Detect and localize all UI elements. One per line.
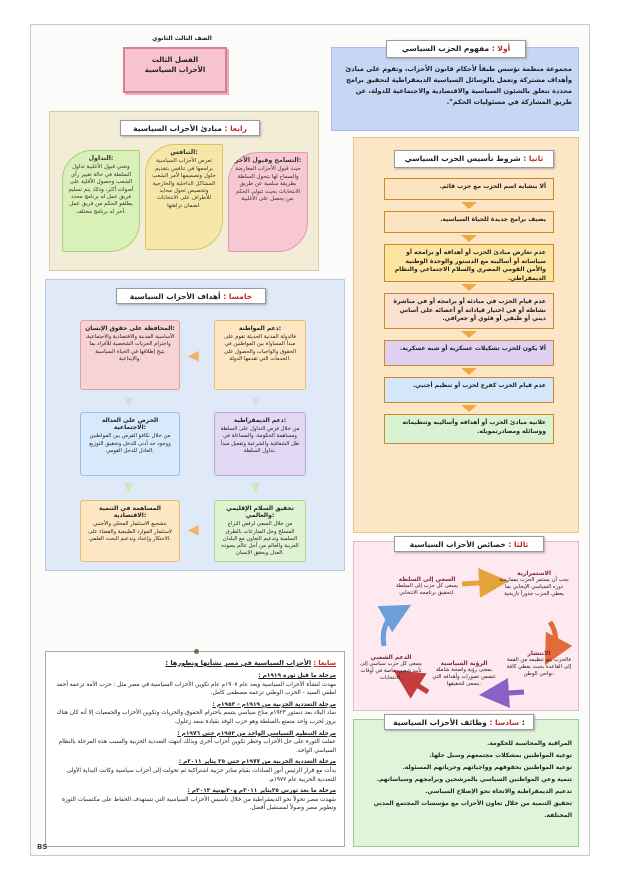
trait-spread	[506, 650, 572, 678]
down-arrow-icon: ▼	[251, 394, 261, 408]
trait-text: يجب أن يستمر الحزب بممارسة دوره السياسي الإيجابي بما يعطي الحزب جذوراً تاريخية	[499, 577, 569, 597]
trait-text: بمعنى رؤية واضحة شاملة تتضمن تصورات وأهدافه التي يسعى لتحقيقها.	[432, 667, 496, 687]
history-timeline	[46, 672, 344, 813]
section-title: شروط تأسيس الحزب السياسي	[404, 154, 521, 163]
cycle-arrow	[383, 612, 398, 646]
condition-step: ألا يتشابه اسم الحزب مع حزب قائم.	[384, 178, 554, 200]
section-number: رابعا :	[224, 124, 247, 133]
condition-step: عدم تعارض مبادئ الحزب أو أهدافه أو برامجه أو سياساته أو أساليبه مع الدستور والوحدة الوطنية والأمن القومي المصري والسلام الاجتماعي والنظام الديمقراطي.	[384, 244, 554, 282]
leaf-text: حيث قبول الأحزاب المعارضة والسماح لها بتحول السلطة بطريقة سلمية عن طريق الانتخابات بحيث تتولى الحكم من يحصل على الأغلبية.	[235, 166, 301, 203]
cycle-arrow	[462, 582, 494, 584]
left-arrow-icon: ◀	[188, 348, 199, 364]
trait-title: الدعم الشعبي	[370, 654, 412, 661]
function-item: المراقبة والمحاسبة للحكومة.	[487, 740, 572, 747]
trait-seek-power	[394, 576, 460, 597]
goal-democracy	[214, 412, 306, 476]
goal-text: من خلال تكافؤ الفرص بين المواطنين ووجود حد أدنى للدخل وتحقيق التوزيع العادل للدخل القومي.	[89, 433, 171, 454]
down-arrow-icon	[461, 235, 477, 242]
function-item: توعية المواطنين بحقوقهم وواجباتهم وحرياتهم المسئولة.	[402, 764, 572, 771]
section-number: سابعا :	[313, 659, 336, 667]
condition-step: ألا يكون للحزب تشكيلات عسكرية أو شبه عسكرية.	[384, 340, 554, 366]
page-mark: BS	[37, 843, 48, 851]
goal-text: فالدولة المدنية الحديثة تقوم على مبدأ المساواة بين المواطنين في الحقوق والواجبات والحصول على الخدمات التي تقدمها الدولة.	[224, 334, 296, 362]
down-arrow-icon: ▼	[124, 394, 134, 408]
section-number: ثانيا :	[523, 154, 544, 163]
principles-title	[120, 120, 260, 136]
function-item: تحقيق التنمية من خلال تعاون الأحزاب مع مؤسسات المجتمع المدني المختلفة.	[373, 800, 572, 819]
history-stage-heading: مرحلة ما قبل ثورة ١٩١٩م :	[258, 673, 336, 679]
principle-leaf-rotation	[62, 150, 140, 252]
traits-section	[353, 541, 579, 711]
trait-text: فالحزب يتم تنظيمه من القمة إلى القاعدة بحيث يغطي كافة نواحي الوطن.	[506, 657, 572, 677]
chapter-title: الأحزاب السياسية	[144, 66, 206, 74]
down-arrow-icon: ▼	[251, 480, 261, 494]
history-stage-text: شهدت مصر تحولاً نحو الديمقراطية من خلال تأسيس الأحزاب السياسية التي تستهدف الحفاظ على مكتسبات الثورة وتطوير مصر وصولاً لمستقبل أفضل.	[61, 796, 336, 812]
history-stage-heading: مرحلة التنظيم السياسي الواحد من ١٩٥٣م حتى ١٩٧٦م :	[177, 730, 336, 737]
principles-section	[49, 111, 319, 271]
history-section	[45, 651, 345, 847]
history-stage-heading: مرحلة التعددية الحزبية من ١٩٧٧م حتى ٢٥ يناير ٢٠١١م :	[178, 759, 336, 766]
conditions-title	[394, 150, 554, 168]
trait-political-vision	[432, 660, 496, 688]
down-arrow-icon	[461, 405, 477, 412]
concept-section	[331, 44, 579, 131]
goal-text: بتشجيع الاستثمار المحلي والأجنبي لاستثمار الموارد الطبيعية والقضاء على الاحتكار وإعداد وتدعيم البحث العلمي.	[88, 521, 172, 542]
concept-text: مجموعة منظمة تؤسس طبقاً لأحكام قانون الأحزاب، وتقوم على مبادئ وأهداف مشتركة وتعمل بالوسائل السياسية الديمقراطية لتحقيق برامج محددة تتعلق بالشئون السياسية والاقتصادية والاجتماعية للدولة، عن طريق المشاركة في مسئوليات الحكم".	[345, 65, 572, 106]
trait-title: السعي إلى السلطة	[398, 576, 456, 583]
section-title: مفهوم الحزب السياسي	[401, 44, 490, 53]
condition-step: يضيف برامج جديدة للحياة السياسية.	[384, 211, 554, 233]
grade-label: الصف الثالث الثانوي	[152, 35, 212, 42]
principle-leaf-tolerance	[228, 152, 308, 252]
goal-text: الأساسية المدنية والاقتصادية والاجتماعية، واحترام الحريات الشخصية للأفراد بما يتيح إطلاقها في الحياة السياسية والإبداعية.	[85, 334, 175, 362]
section-title: وظائف الأحزاب السياسية :	[393, 718, 525, 727]
history-title	[46, 652, 344, 669]
trait-continuity	[498, 570, 570, 598]
trait-title: الانتشار	[527, 650, 551, 657]
function-item: توعية المواطنين بمشكلات مجتمعهم وسبل حلها.	[429, 752, 572, 759]
section-number: خامسا :	[223, 292, 253, 301]
function-item: تنمية وعي المواطنين السياسي بالمرشحين وبرامجهم وسياساتهم.	[376, 776, 572, 783]
goal-title: دعم الديمقراطية:	[233, 417, 287, 424]
goal-title: المحافظة على حقوق الإنسان:	[85, 325, 175, 332]
goal-peace	[214, 500, 306, 562]
condition-step: عدم قيام الحزب في مبادئه أو برامجه أو في مباشرة نشاطه أو في اختيار قياداته أو أعضائه على أساس ديني أو طبقي أو فئوي أو جغرافي.	[384, 293, 554, 329]
history-stage-text: مهدت لنشأة الأحزاب السياسية ويعد عام ١٩٠٧م عام تكوين الأحزاب السياسية في مصر مثل : حزب الأمة تزعمه أحمد لطفي السيد - الحزب الوطني تزعمه مصطفى كامل.	[56, 681, 336, 697]
goal-title: الحرص على العدالة الاجتماعية:	[101, 417, 159, 432]
worksheet-page	[30, 24, 590, 856]
left-arrow-icon: ◀	[188, 522, 199, 538]
cycle-arrow	[550, 622, 556, 652]
section-number: سادسا :	[489, 718, 520, 727]
history-stage-text: بدأت مع قرار الرئيس أنور السادات بقيام منابر حزبية اشتراكية ثم تحولت إلى أحزاب سياسية وكانت البداية الأولى للتعددية الحزبية عام ١٩٧٧م.	[66, 767, 336, 783]
down-arrow-icon: ▼	[124, 480, 134, 494]
principle-leaf-competition	[145, 144, 223, 250]
goal-title: تحقيق السلام الإقليمي والعالمي:	[226, 505, 294, 520]
goal-text: من خلال فرص التداول على السلطة ومساهمة الحكومة، والمساءلة في ظل الشفافية والشرعية وتفعيل مبدأ تداول السلطة.	[220, 426, 300, 454]
condition-step: علانية مبادئ الحزب أو أهدافه وأساليبه وتنظيماته ووسائله ومصادرتمويله.	[384, 414, 554, 444]
leaf-title: التسامح وقبول الآخر:	[234, 157, 302, 164]
down-arrow-icon	[461, 284, 477, 291]
history-stage-text: ساد البلاد بعد دستور ١٩٢٣م مناخ سياسي يتسم باحترام الحقوق والحريات وتكوين الأحزاب والجمعيات إلا أنه كان هناك بروز لحزب واحد متمتع بالسلطة وهو حزب الوفد بقيادة سعد زغلول.	[56, 710, 336, 725]
leaf-text: تعرض الأحزاب السياسية برامجها في تنافس بتقديم حلول وتصميمها لأمر الشعب المشاكل الداخلية والخارجية وتخصيص تحول محايد للأطراف على الانتخابات لضمان نزاهتها.	[152, 158, 216, 209]
goal-text: من خلال السعي لرفض النزاع المسلح وحل المنازعات بالطرق السلمية وتدعيم التعاون مع البلدان العربية والعالم من أجل عالم يسوده العدل ويحقق الإنسان.	[221, 521, 299, 557]
section-title: أهداف الأحزاب السياسية	[129, 292, 221, 301]
chapter-number: الفصل الثالث	[151, 56, 199, 64]
down-arrow-icon	[461, 202, 477, 209]
chapter-badge	[123, 47, 227, 93]
goals-title	[116, 288, 266, 304]
trait-text: يسعى كل حزب إلى السلطة لتحقيق برنامجه الانتخابي.	[396, 583, 458, 596]
section-title: مبادئ الأحزاب السياسية	[133, 124, 222, 133]
trait-title: الاستمرارية	[516, 570, 552, 577]
function-item: تدعيم الديمقراطية والاتجاه نحو الإصلاح السياسي.	[425, 788, 572, 795]
section-number: أولا :	[491, 44, 511, 53]
goal-economic-development	[80, 500, 180, 562]
functions-title	[384, 714, 534, 730]
history-stage-heading: مرحلة التعددية الحزبية من ١٩١٩م - ١٩٥٢م :	[212, 701, 336, 708]
history-stage-text: عملت الثورة على حل الأحزاب وحظر تكوين أحزاب أخرى وبذلك انتهت التعددية الحزبية والسبب هذه المرحلة بالنظام السياسي الواحد.	[58, 739, 336, 754]
down-arrow-icon	[461, 331, 477, 338]
goals-section	[45, 279, 345, 571]
trait-text: يسعى كل حزب سياسي إلى تأييد شعبي خاصة في أوقات الانتخابات.	[360, 661, 422, 681]
conditions-steps	[384, 178, 554, 444]
goal-social-justice	[80, 412, 180, 476]
pin-icon	[194, 649, 199, 654]
section-number: ثالثا :	[508, 540, 529, 549]
section-title: الأحزاب السياسية في مصر نشأتها وتطورها :	[165, 659, 312, 667]
history-stage-heading: مرحلة ما بعد ثورتي ٢٥يناير ٢٠١١م و٣٠يونية ٢٠١٣م :	[187, 788, 336, 795]
goal-title: المساهمة في التنمية الاقتصادية:	[98, 505, 161, 520]
leaf-text: وتعني قبول الأغلبية تداول السلطة في حالة تغيير رأي الشعب وحصول الأقلية على أصوات أكثر، وذلك يتم تسليم فريق عمل له برنامج محدد يطلقو الحكم من فريق عمل آخر له برنامج مختلف.	[68, 164, 134, 215]
goal-human-rights	[80, 320, 180, 390]
section-title: خصائص الأحزاب السياسية	[409, 540, 506, 549]
concept-title	[386, 40, 526, 58]
goal-citizenship	[214, 320, 306, 390]
cycle-arrow	[494, 692, 524, 694]
condition-step: عدم قيام الحزب كفرع لحزب أو تنظيم أجنبي.	[384, 377, 554, 403]
trait-popular-support	[360, 654, 422, 682]
trait-title: الرؤية السياسية	[440, 660, 488, 667]
goal-title: دعم المواطنة:	[238, 325, 282, 332]
functions-section	[353, 719, 579, 847]
functions-list	[362, 738, 572, 822]
conditions-section	[353, 137, 579, 533]
leaf-title: التداول:	[88, 155, 114, 162]
down-arrow-icon	[461, 368, 477, 375]
leaf-title: التنافس:	[170, 149, 198, 156]
